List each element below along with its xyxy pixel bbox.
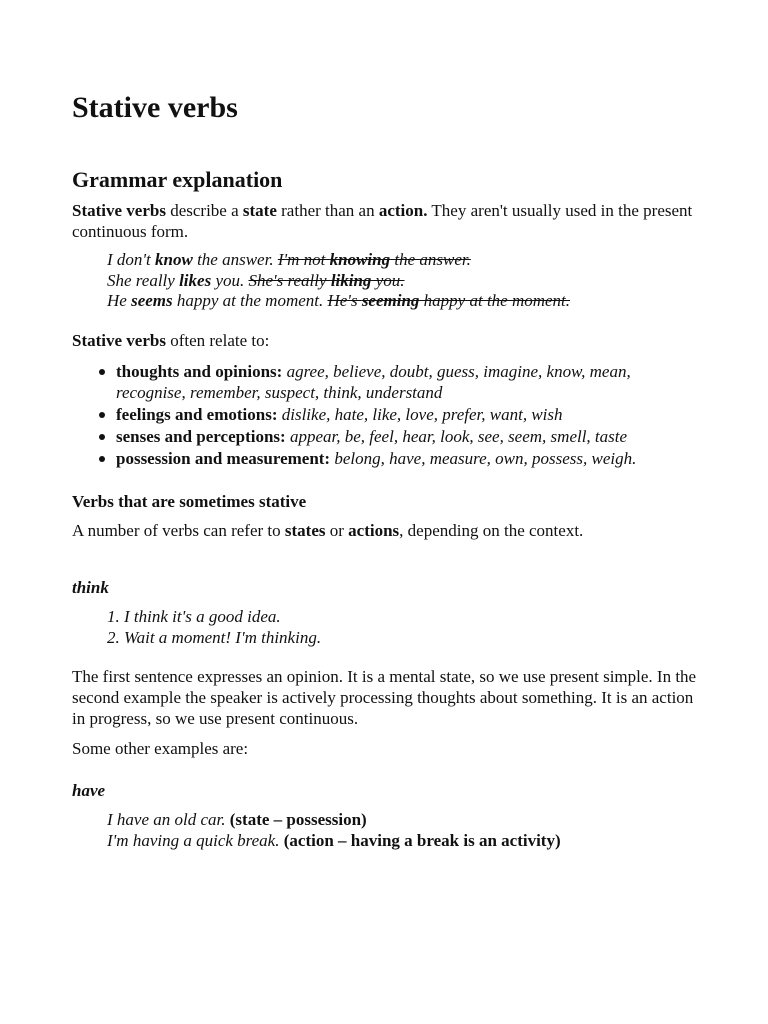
- example-verb: liking: [330, 270, 372, 290]
- example-text: Wait a moment! I'm thinking.: [124, 628, 322, 647]
- example-verb: seems: [131, 291, 173, 310]
- example-text: I think it's a good idea.: [124, 607, 281, 626]
- verb-heading-think: think: [72, 578, 109, 597]
- term-states: states: [284, 521, 326, 540]
- example-line: [107, 830, 700, 851]
- bullet-icon: [99, 369, 105, 375]
- example-text: happy at the moment.: [172, 291, 328, 310]
- example-number: 1.: [107, 607, 120, 626]
- section-heading: Grammar explanation: [72, 167, 283, 192]
- example-number: 2.: [107, 628, 120, 647]
- example-sentences: [107, 250, 700, 312]
- intro-text: describe a: [165, 201, 243, 220]
- relate-intro: [72, 330, 700, 351]
- example-incorrect: [327, 291, 570, 310]
- list-item: [116, 448, 700, 469]
- example-verb: knowing: [329, 250, 391, 269]
- category-verbs: belong, have, measure, own, possess, weigh.: [334, 449, 637, 468]
- category-list: [116, 361, 700, 470]
- example-verb: know: [155, 250, 193, 269]
- example-note: (action – having a break is an activity): [283, 831, 561, 850]
- term-stative-verbs: Stative verbs: [72, 201, 166, 220]
- term-state: state: [242, 201, 277, 220]
- category-label: possession and measurement:: [116, 449, 331, 468]
- example-correct: [107, 250, 278, 269]
- example-text: She really: [107, 270, 180, 290]
- example-sentence: I have an old car.: [107, 810, 226, 829]
- example-verb: likes: [179, 270, 212, 290]
- example-line: [107, 250, 700, 271]
- example-text: the answer.: [390, 250, 471, 269]
- term-action: action.: [378, 201, 428, 220]
- category-verbs: agree, believe, doubt, guess, imagine, know, mean, recognise, remember, suspect, think, understand: [116, 362, 631, 402]
- example-correct: [107, 271, 248, 290]
- example-text: the answer.: [192, 250, 278, 269]
- category-label: senses and perceptions:: [116, 427, 286, 446]
- list-item: [116, 361, 700, 403]
- example-text: He's: [327, 291, 362, 310]
- context-text: , depending on the context.: [399, 521, 584, 540]
- example-line: [107, 271, 700, 292]
- example-text: you.: [371, 270, 405, 290]
- example-verb: seeming: [361, 291, 420, 310]
- category-label: thoughts and opinions:: [116, 362, 283, 381]
- bullet-icon: [99, 434, 105, 440]
- verb-heading-have: have: [72, 781, 106, 800]
- page-title: Stative verbs: [72, 91, 238, 124]
- numbered-example: [107, 627, 700, 648]
- example-correct: [107, 291, 327, 310]
- list-item: [116, 426, 700, 447]
- intro-text: They aren't usually used in the present continuous form.: [72, 201, 693, 241]
- example-line: [107, 809, 700, 830]
- example-sentence: I'm having a quick break.: [107, 831, 280, 850]
- example-text: I'm not: [277, 250, 330, 269]
- list-item: [116, 404, 700, 425]
- context-text: A number of verbs can refer to: [72, 521, 285, 540]
- other-examples-intro: Some other examples are:: [72, 739, 249, 758]
- category-verbs: appear, be, feel, hear, look, see, seem, smell, taste: [289, 427, 628, 446]
- example-text: happy at the moment.: [419, 291, 571, 310]
- bullet-icon: [99, 412, 105, 418]
- explanation-paragraph: The first sentence expresses an opinion. It is a mental state, so we use present simple. In the second example the speaker is actively processing thoughts about something. It is an action in progress, so we use present continuous.: [72, 667, 697, 728]
- example-incorrect: [278, 250, 471, 269]
- think-examples: [107, 606, 700, 648]
- example-text: She's really: [248, 270, 331, 290]
- subheading: Verbs that are sometimes stative: [72, 492, 307, 511]
- have-examples: [107, 809, 700, 851]
- category-verbs: dislike, hate, like, love, prefer, want, wish: [281, 405, 563, 424]
- intro-text: rather than an: [276, 201, 379, 220]
- relate-text: often relate to:: [165, 331, 270, 350]
- numbered-example: [107, 606, 700, 627]
- example-line: [107, 291, 700, 312]
- example-text: I don't: [107, 250, 156, 269]
- example-text: He: [107, 291, 132, 310]
- context-text: or: [325, 521, 349, 540]
- term-actions: actions: [348, 521, 400, 540]
- bullet-icon: [99, 456, 105, 462]
- example-text: you.: [211, 270, 249, 290]
- category-label: feelings and emotions:: [116, 405, 278, 424]
- intro-paragraph: [72, 200, 700, 242]
- example-note: (state – possession): [229, 810, 367, 829]
- example-incorrect: [248, 271, 404, 290]
- term-stative-verbs: Stative verbs: [72, 331, 166, 350]
- context-sentence: [72, 520, 700, 541]
